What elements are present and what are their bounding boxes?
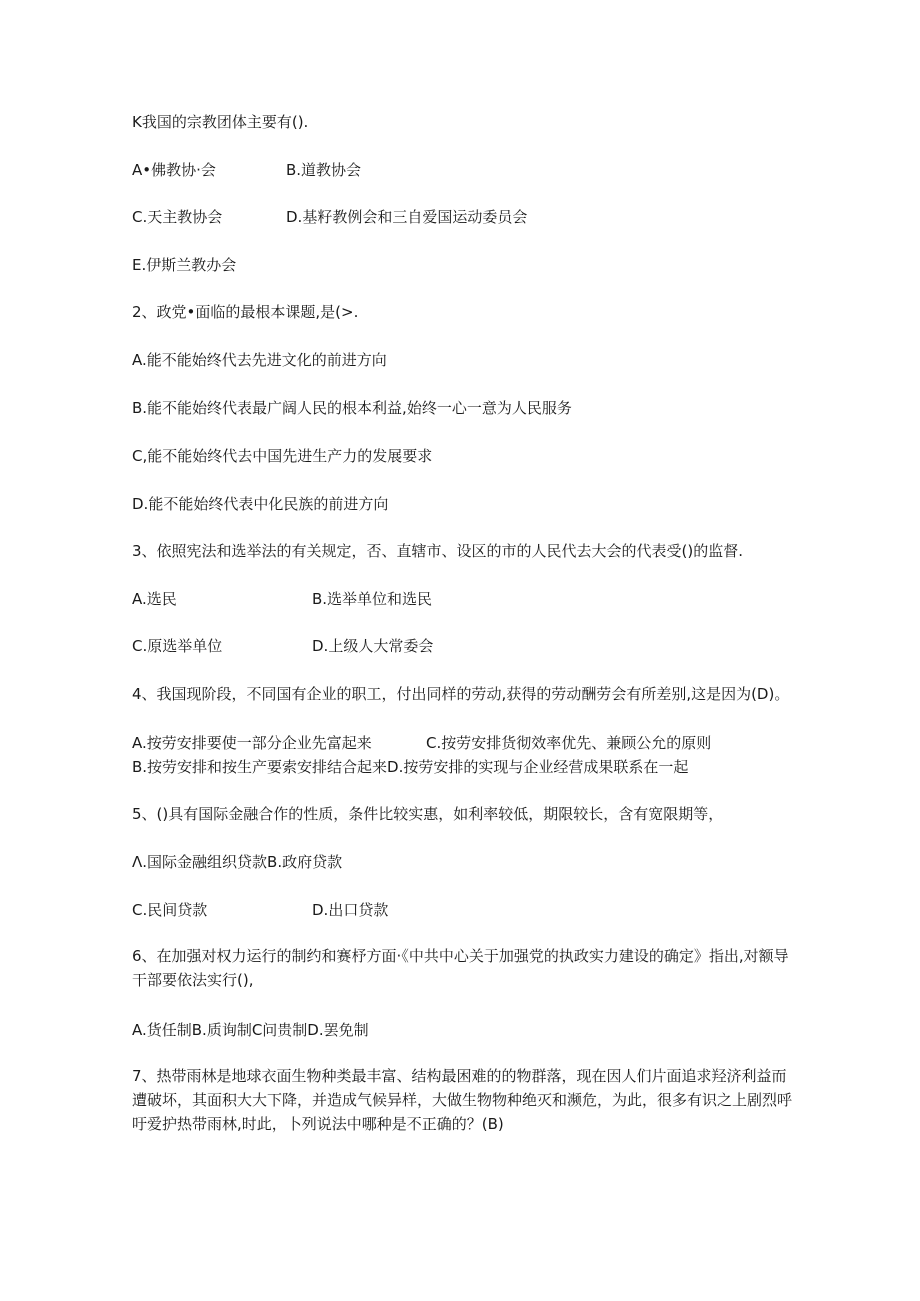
- question-5-stem: 5、()具有国际金融合作的性质，条件比较实惠，如利率较低，期限较长，含有宽限期等，: [132, 805, 724, 823]
- question-7-stem: 7、热带雨林是地球衣面生物种类最丰富、结构最困难的的物群落，现在因人们片面追求羟济利益而遭破坏，其面积大大下降，并造成气候异样，大做生物物种绝灭和濒危，为此，很多有识之上剧烈呼吁爱护热带雨林,时此，卜列说法中哪种是不正确的？(B): [132, 1067, 793, 1133]
- question-3-option-d: D.上级人大常委会: [312, 637, 434, 655]
- question-6-stem: 6、在加强对权力运行的制约和赛杼方面·《中共中心关于加强党的执政实力建设的确定》指出,对额导干部要依法实行(),: [132, 947, 789, 989]
- question-3-stem: 3、依照宪法和选举法的有关规定，否、直辖市、设区的市的人民代去大会的代表受()的监督.: [132, 542, 744, 560]
- question-4-option-a: A.按劳安排要使一部分企业先富起来: [132, 734, 372, 752]
- question-5-option-d: D.出口贷款: [312, 901, 389, 919]
- question-4-option-c: C.按劳安排货彻效率优先、兼顾公允的原则: [426, 734, 712, 752]
- question-4-stem: 4、我国现阶段，不同国有企业的职工，付出同样的劳动,获得的劳动酬劳会有所差别,这是因为(D)。: [132, 685, 790, 703]
- question-1-option-d: D.基籽教例会和三自爱国运动委员会: [286, 208, 528, 226]
- question-2-option-d: D.能不能始终代表中化民族的前进方向: [132, 495, 389, 513]
- question-2-option-c: C,能不能始终代去中国先进生产力的发展要求: [132, 447, 433, 465]
- question-2-stem: 2、政党•面临的最根本课题,是(>.: [132, 303, 359, 321]
- question-4-option-bd: B.按劳安排和按生产要索安排结合起来D.按劳安排的实现与企业经营成果联系在一起: [132, 758, 689, 776]
- question-5-option-ab: Λ.国际金融组织贷款B.政府贷款: [132, 853, 343, 871]
- question-1-option-c: C.天主教协会: [132, 208, 223, 226]
- question-2-option-a: A.能不能始终代去先进文化的前进方向: [132, 351, 387, 369]
- question-1-option-a: A•佛教协·会: [132, 161, 216, 179]
- question-5-option-c: C.民间贷款: [132, 901, 208, 919]
- question-1-option-b: B.道教协会: [286, 161, 362, 179]
- question-6-options: A.货任制B.质询制C问贵制D.罢免制: [132, 1021, 369, 1039]
- question-2-option-b: B.能不能始终代表最广阔人民的根本利益,始终一心一意为人民服务: [132, 399, 572, 417]
- question-1-option-e: E.伊斯兰教办会: [132, 256, 237, 274]
- question-3-option-b: B.选举单位和选民: [312, 590, 433, 608]
- question-1-stem: K我国的宗教团体主要有().: [132, 113, 309, 131]
- question-3-option-c: C.原选举单位: [132, 637, 223, 655]
- question-3-option-a: A.选民: [132, 590, 177, 608]
